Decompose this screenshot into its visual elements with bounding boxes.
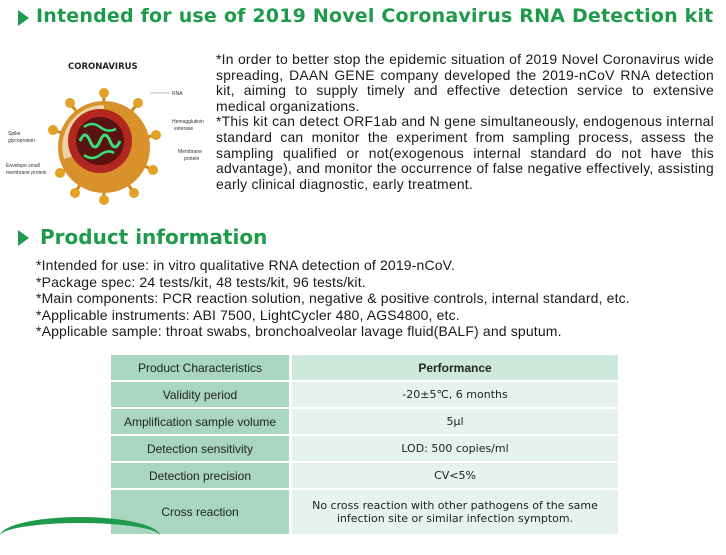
table-row [111, 381, 618, 408]
label-spike-2: glycoprotein [8, 138, 35, 144]
svg-text:Envelope small [6, 163, 40, 169]
intro-text [216, 52, 714, 192]
intro-paragraph-2: *This kit can detect ORF1ab and N gene simultaneously, endogenous internal standard can monitor the experiment from sampling process, assess the sampling qualified or not(exogenous internal standard do not have this advantage), and monitor the occurrence of false negative effectively, assisting early clinical diagnostic, early treatment. [216, 113, 714, 192]
product-info-list [36, 257, 630, 340]
table-row [111, 489, 618, 535]
row-value: -20±5℃, 6 months [291, 381, 619, 408]
label-membrane-2: protein [184, 156, 200, 162]
section-title-product-info: Product information [40, 225, 268, 249]
table-row [111, 408, 618, 435]
performance-table [111, 355, 618, 536]
coronavirus-illustration [0, 55, 210, 215]
label-rna: RNA [172, 91, 183, 97]
svg-text:protein [184, 156, 200, 162]
info-item-intended-use: *Intended for use: in vitro qualitative RNA detection of 2019-nCoV. [36, 257, 455, 273]
intro-paragraph-1: *In order to better stop the epidemic situation of 2019 Novel Coronavirus wide spreading, DAAN GENE company developed the 2019-nCoV RNA detection kit, aiming to supply timely and effective detection service to extensive medical organizations. [216, 51, 714, 114]
header-performance: Performance [291, 355, 619, 381]
table-header-row [111, 355, 618, 381]
svg-text:glycoprotein [8, 138, 35, 144]
header-characteristics: Product Characteristics [111, 355, 291, 381]
row-label: Validity period [111, 381, 291, 408]
section-arrow-icon [18, 230, 29, 246]
row-label: Cross reaction [111, 489, 291, 535]
row-label: Detection precision [111, 462, 291, 489]
row-value: No cross reaction with other pathogens of the same infection site or similar infection symptom. [291, 489, 619, 535]
section-title-intended-use: Intended for use of 2019 Novel Coronavirus RNA Detection kit [36, 5, 714, 27]
row-label: Detection sensitivity [111, 435, 291, 462]
info-item-sample: *Applicable sample: throat swabs, bronchoalveolar lavage fluid(BALF) and sputum. [36, 323, 562, 340]
row-value: 5μl [291, 408, 619, 435]
svg-text:Spike [8, 131, 21, 137]
section-arrow-icon [18, 10, 29, 26]
svg-text:esterase [174, 126, 193, 132]
row-value: CV<5% [291, 462, 619, 489]
label-envelope-1: Envelope small [6, 163, 40, 169]
table-row [111, 435, 618, 462]
label-hemagglutinin-1: Hemagglutinin [172, 119, 204, 125]
decorative-wave [0, 517, 160, 555]
label-membrane-1: Membrane [178, 149, 202, 155]
svg-text:membrane protein [6, 170, 47, 176]
info-item-main-components: *Main components: PCR reaction solution, negative & positive controls, internal standard, etc. [36, 290, 630, 307]
label-hemagglutinin-2: esterase [174, 126, 194, 132]
row-label: Amplification sample volume [111, 408, 291, 435]
row-value: LOD: 500 copies/ml [291, 435, 619, 462]
info-item-instruments: *Applicable instruments: ABI 7500, LightCycler 480, AGS4800, etc. [36, 306, 460, 323]
virus-title: CORONAVIRUS [68, 62, 138, 72]
svg-text:Membrane [178, 149, 202, 155]
label-envelope-2: membrane protein [6, 170, 47, 176]
label-spike-1: Spike [8, 131, 21, 137]
info-item-package-spec: *Package spec: 24 tests/kit, 48 tests/kit, 96 tests/kit. [36, 273, 366, 290]
table-row [111, 462, 618, 489]
svg-text:Hemagglutinin [172, 119, 204, 125]
